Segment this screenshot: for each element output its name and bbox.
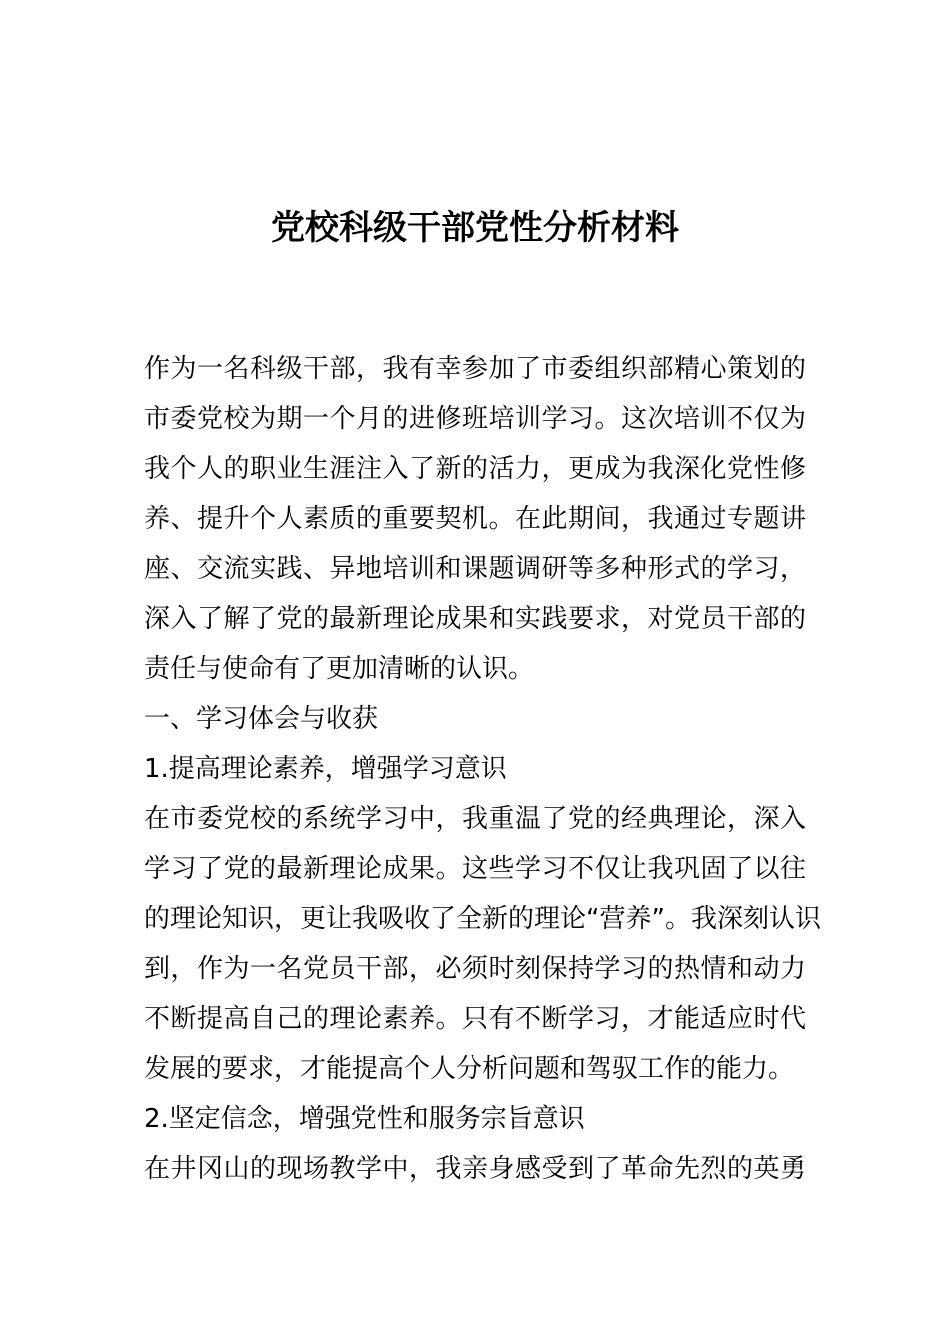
paragraph-line: 的理论知识，更让我吸收了全新的理论“营养”。我深刻认识	[144, 904, 821, 934]
paragraph-line: 市委党校为期一个月的进修班培训学习。这次培训不仅为	[144, 404, 806, 434]
paragraph-line: 我个人的职业生涯注入了新的活力，更成为我深化党性修	[144, 454, 806, 484]
document-title: 党校科级干部党性分析材料	[271, 208, 679, 248]
paragraph-line: 不断提高自己的理论素养。只有不断学习，才能适应时代	[144, 1004, 806, 1034]
paragraph-line: 发展的要求，才能提高个人分析问题和驾驭工作的能力。	[144, 1054, 795, 1084]
document-body	[144, 344, 821, 1194]
paragraph-line: 作为一名科级干部，我有幸参加了市委组织部精心策划的	[144, 354, 806, 384]
paragraph-line: 责任与使命有了更加清晰的认识。	[144, 654, 535, 684]
paragraph-line: 养、提升个人素质的重要契机。在此期间，我通过专题讲	[144, 504, 806, 534]
paragraph-line: 在井冈山的现场教学中，我亲身感受到了革命先烈的英勇	[144, 1154, 806, 1184]
paragraph-line: 学习了党的最新理论成果。这些学习不仅让我巩固了以往	[144, 854, 806, 884]
paragraph-line: 到，作为一名党员干部，必须时刻保持学习的热情和动力	[144, 954, 806, 984]
paragraph-line: 在市委党校的系统学习中，我重温了党的经典理论，深入	[144, 804, 806, 834]
subsection-heading: 1.提高理论素养，增强学习意识	[144, 754, 507, 784]
paragraph-line: 深入了解了党的最新理论成果和实践要求，对党员干部的	[144, 604, 806, 634]
paragraph-line: 座、交流实践、异地培训和课题调研等多种形式的学习，	[144, 554, 806, 584]
section-heading: 一、学习体会与收获	[144, 704, 379, 734]
subsection-heading: 2.坚定信念，增强党性和服务宗旨意识	[144, 1104, 585, 1134]
